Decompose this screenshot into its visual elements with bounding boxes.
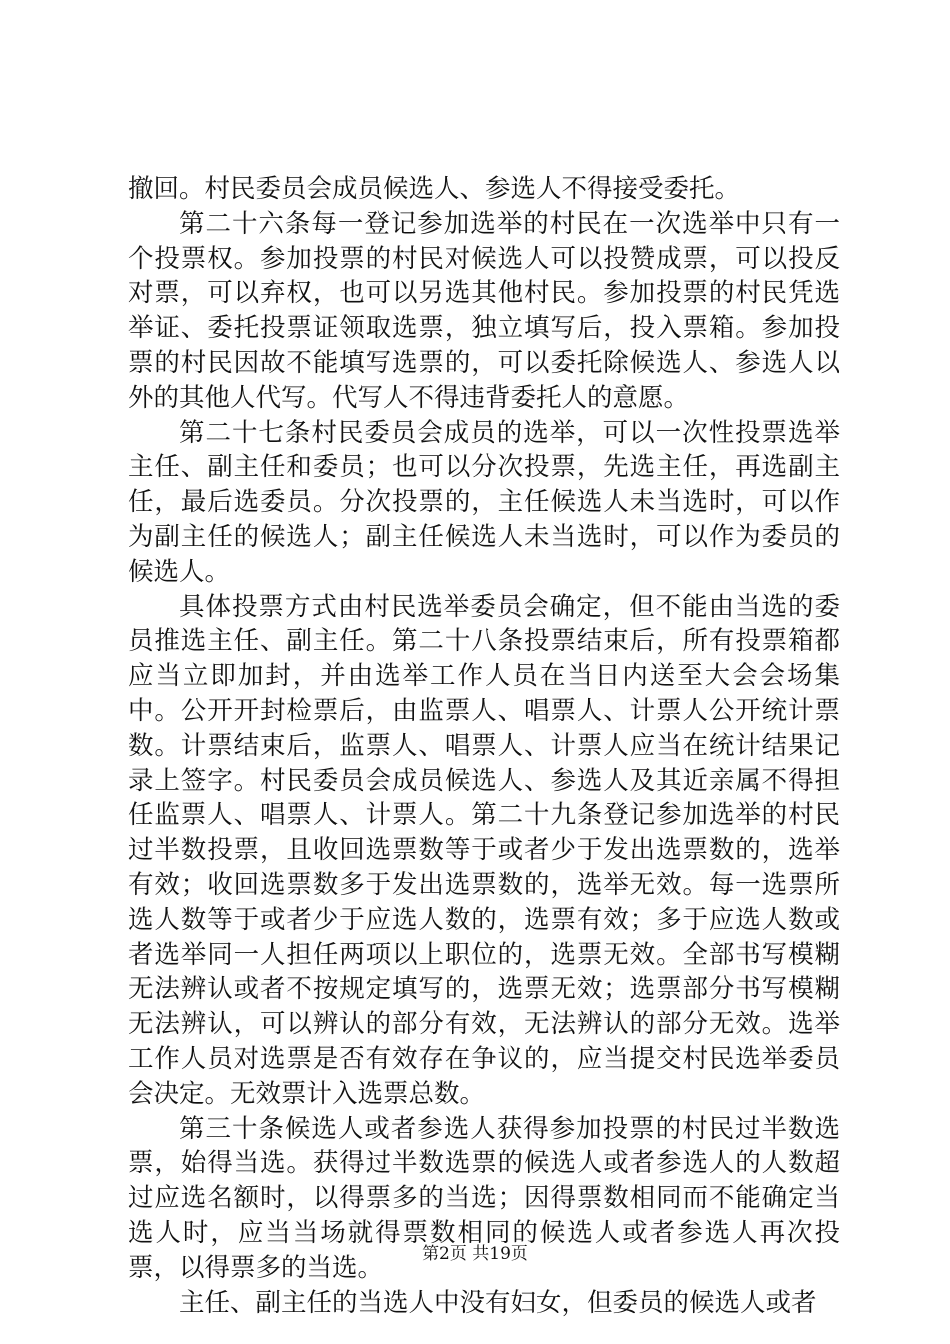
document-body xyxy=(128,172,840,1320)
paragraph-article-30: 第三十条候选人或者参选人获得参加投票的村民过半数选票，始得当选。获得过半数选票的候选人或者参选人的人数超过应选名额时，以得票多的当选；因得票数相同而不能确定当选人时，应当当场就得票数相同的候选人或者参选人再次投票，以得票多的当选。 xyxy=(128,1113,840,1283)
page-number-label: 第2页 共19页 xyxy=(422,1244,528,1264)
paragraph-voting-method: 具体投票方式由村民选举委员会确定，但不能由当选的委员推选主任、副主任。第二十八条投票结束后，所有投票箱都应当立即加封，并由选举工作人员在当日内送至大会会场集中。公开开封检票后，由监票人、唱票人、计票人公开统计票数。计票结束后，监票人、唱票人、计票人应当在统计结果记录上签字。村民委员会成员候选人、参选人及其近亲属不得担任监票人、唱票人、计票人。第二十九条登记参加选举的村民过半数投票，且收回选票数等于或者少于发出选票数的，选举有效；收回选票数多于发出选票数的，选举无效。每一选票所选人数等于或者少于应选人数的，选票有效；多于应选人数或者选举同一人担任两项以上职位的，选票无效。全部书写模糊无法辨认或者不按规定填写的，选票无效；选票部分书写模糊无法辨认，可以辨认的部分有效，无法辨认的部分无效。选举工作人员对选票是否有效存在争议的，应当提交村民选举委员会决定。无效票计入选票总数。 xyxy=(128,591,840,1109)
paragraph-article-26: 第二十六条每一登记参加选举的村民在一次选举中只有一个投票权。参加投票的村民对候选人可以投赞成票，可以投反对票，可以弃权，也可以另选其他村民。参加投票的村民凭选举证、委托投票证领取选票，独立填写后，投入票箱。参加投票的村民因故不能填写选票的，可以委托除候选人、参选人以外的其他人代写。代写人不得违背委托人的意愿。 xyxy=(128,208,840,413)
paragraph-continuation: 撤回。村民委员会成员候选人、参选人不得接受委托。 xyxy=(128,174,741,204)
paragraph-article-27: 第二十七条村民委员会成员的选举，可以一次性投票选举主任、副主任和委员；也可以分次投票，先选主任，再选副主任，最后选委员。分次投票的，主任候选人未当选时，可以作为副主任的候选人；副主任候选人未当选时，可以作为委员的候选人。 xyxy=(128,417,840,587)
paragraph-women-quota: 主任、副主任的当选人中没有妇女，但委员的候选人或者 xyxy=(179,1287,817,1318)
page-footer xyxy=(0,1243,950,1265)
